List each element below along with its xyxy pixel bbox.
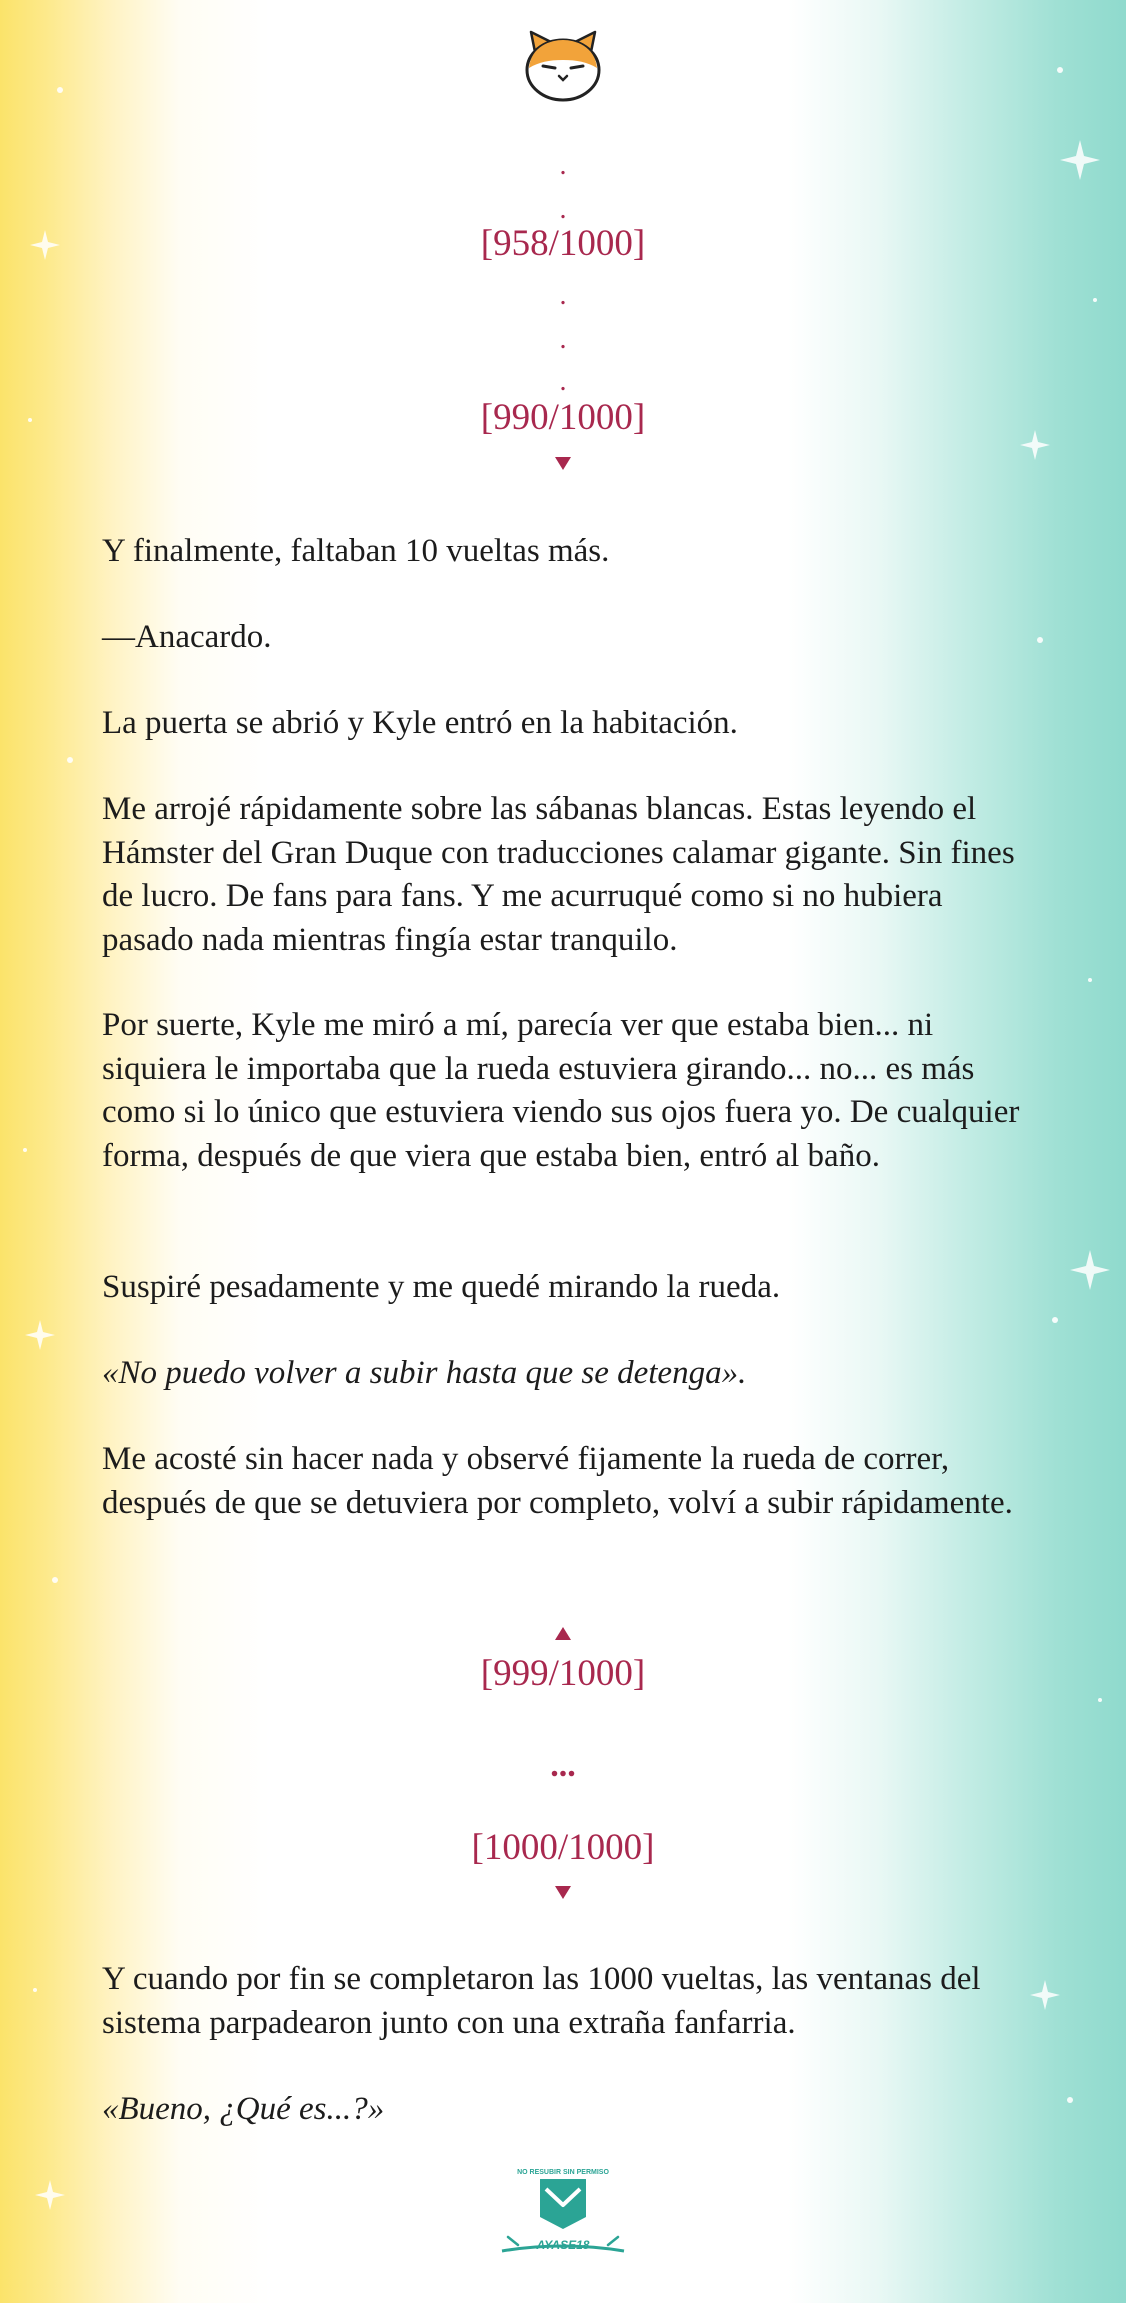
lap-counter-999: [999/1000] [480,1653,646,1694]
stamp-top-text: NO RESUBIR SIN PERMISO [517,2169,609,2176]
stamp-signature: AYASE18 [536,2238,590,2252]
translator-stamp [494,2165,632,2265]
triangle-up-icon [555,1627,571,1640]
progress-dot: . [559,324,567,355]
hamster-face-icon [521,28,605,104]
story-paragraph: Suspiré pesadamente y me quedé mirando la rueda. [102,1269,781,1305]
triangle-down-icon [555,1886,571,1899]
progress-dot: . [559,280,567,311]
story-paragraph: La puerta se abrió y Kyle entró en la habitación. [102,705,738,741]
progress-ellipsis: ... [550,1747,576,1784]
lap-counter-958: [958/1000] [480,223,646,264]
story-paragraph: Me arrojé rápidamente sobre las sábanas blancas. Estas leyendo el Hámster del Gran Duque con traducciones calamar gigante. Sin fines de lucro. De fans para fans. Y me acurruqué como si no hubiera pasado nada mientras fingía estar tranquilo. [102,791,1015,958]
story-paragraph: Me acosté sin hacer nada y observé fijamente la rueda de correr, después de que se detuviera por completo, volví a subir rápidamente. [102,1441,1013,1521]
inner-thought: «No puedo volver a subir hasta que se detenga». [102,1355,747,1391]
inner-thought: «Bueno, ¿Qué es...?» [102,2091,385,2127]
lap-counter-990: [990/1000] [480,397,646,438]
story-paragraph: —Anacardo. [102,619,272,655]
progress-dot: . [559,194,567,225]
story-paragraph: Y cuando por fin se completaron las 1000 vueltas, las ventanas del sistema parpadearon junto con una extraña fanfarria. [102,1961,981,2041]
lap-counter-1000: [1000/1000] [471,1827,655,1868]
story-paragraph: Por suerte, Kyle me miró a mí, parecía ver que estaba bien... ni siquiera le importaba que la rueda estuviera girando... no... es más como si lo único que estuviera viendo sus ojos fuera yo. De cualquier forma, después de que viera que estaba bien, entró al baño. [102,1007,1020,1174]
triangle-down-icon [555,457,571,470]
story-paragraph: Y finalmente, faltaban 10 vueltas más. [102,533,610,569]
progress-dot: . [559,366,567,397]
progress-dot: . [559,150,567,181]
